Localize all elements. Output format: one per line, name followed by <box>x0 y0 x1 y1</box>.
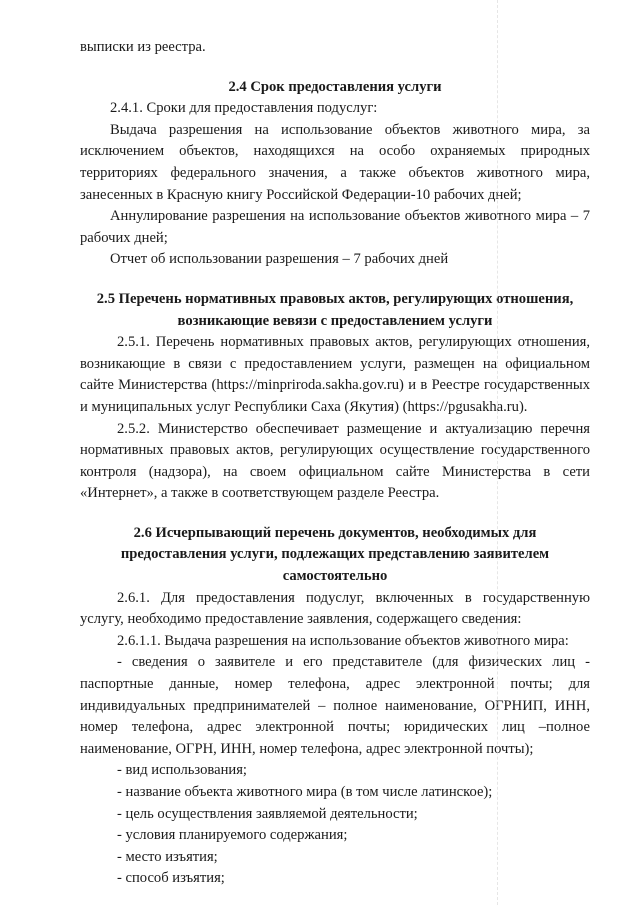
section-2-4-1: 2.4.1. Сроки для предоставления подуслуг: <box>110 100 378 117</box>
section-2-5-2: 2.5.2. Министерство обеспечивает размещение и актуализацию перечня нормативных правовых актов, регулирующих осуществление государственного контроля (надзора), на своем официальном сайте Министерства в сети «Интернет», а также в соответствующем разделе Реестра. <box>80 420 590 502</box>
section-2-4-heading: 2.4 Срок предоставления услуги <box>228 78 442 95</box>
list-item: - способ изъятия; <box>117 870 225 887</box>
section-2-6-heading: 2.6 Исчерпывающий перечень документов, необходимых для предоставления услуги, подлежащих представлению заявителем самостоятельно <box>120 524 550 585</box>
section-2-4-issue: Выдача разрешения на использование объектов животного мира, за исключением объектов, находящихся на особо охраняемых природных территориях федерального значения, а также объектов животного мира, занесенных в Красную книгу Российской Федерации-10 рабочих дней; <box>80 121 590 203</box>
list-item: - цель осуществления заявляемой деятельности; <box>117 805 418 822</box>
required-info-list <box>80 760 590 890</box>
list-item: - условия планируемого содержания; <box>117 827 348 844</box>
applicant-info: - сведения о заявителе и его представителе (для физических лиц - паспортные данные, номер телефона, адрес электронной почты; для индивидуальных предпринимателей – полное наименование, ОГРНИП, ИНН, номер телефона, адрес электронной почты; юридических лиц –полное наименование, ОГРН, ИНН, номер телефона, адрес электронной почты); <box>80 654 590 757</box>
section-2-4-cancel: Аннулирование разрешения на использование объектов животного мира – 7 рабочих дней; <box>80 208 590 246</box>
section-2-5-1: 2.5.1. Перечень нормативных правовых актов, регулирующих отношения, возникающие в связи с предоставлением услуги, размещен на официальном сайте Министерства (https://minpriroda.sakha.gov.ru) и в Реестре государственных и муниципальных услуг Республики Саха (Якутия) (https://pgusakha.ru). <box>80 334 590 415</box>
document-body <box>80 37 590 890</box>
intro-line: выписки из реестра. <box>80 39 206 55</box>
list-item: - название объекта животного мира (в том числе латинское); <box>117 784 493 800</box>
list-item: - вид использования; <box>117 762 247 779</box>
list-item: - место изъятия; <box>117 848 218 865</box>
section-2-4-report: Отчет об использовании разрешения – 7 рабочих дней <box>110 251 449 268</box>
section-2-5-heading: 2.5 Перечень нормативных правовых актов, регулирующих отношения, возникающие вевязи с предоставлением услуги <box>96 290 574 329</box>
section-2-6-1: 2.6.1. Для предоставления подуслуг, включенных в государственную услугу, необходимо предоставление заявления, содержащего сведения: <box>80 589 590 628</box>
section-2-6-1-1: 2.6.1.1. Выдача разрешения на использование объектов животного мира: <box>117 632 569 649</box>
